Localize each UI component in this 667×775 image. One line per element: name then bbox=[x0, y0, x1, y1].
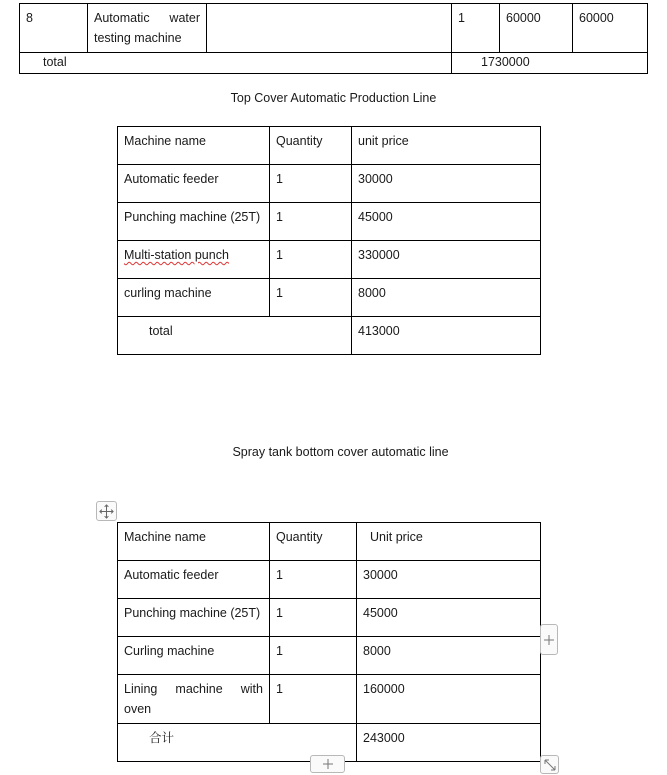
table-row bbox=[118, 165, 541, 203]
table-row bbox=[118, 675, 541, 724]
equipment-summary-table bbox=[19, 3, 648, 74]
quantity-cell[interactable]: 1 bbox=[270, 203, 352, 241]
machine-name-line: testing machine bbox=[94, 31, 182, 45]
machine-name-cell[interactable] bbox=[88, 4, 207, 53]
misspelled-text: Multi-station punch bbox=[124, 248, 229, 262]
table-caption: Spray tank bottom cover automatic line bbox=[232, 445, 449, 459]
machine-name-cell[interactable]: Punching machine (25T) bbox=[118, 203, 270, 241]
machine-name-cell[interactable] bbox=[118, 241, 270, 279]
quantity-cell[interactable]: 1 bbox=[270, 637, 357, 675]
unit-price-cell[interactable]: 45000 bbox=[352, 203, 541, 241]
quantity-cell[interactable]: 1 bbox=[270, 599, 357, 637]
machine-name-cell[interactable]: Curling machine bbox=[118, 637, 270, 675]
quantity-cell[interactable]: 1 bbox=[270, 561, 357, 599]
machine-name-line: Automatic water bbox=[94, 11, 200, 25]
add-row-button[interactable] bbox=[310, 755, 345, 773]
unit-price-cell[interactable]: 8000 bbox=[357, 637, 541, 675]
machine-name-line: oven bbox=[124, 702, 152, 716]
plus-icon bbox=[544, 635, 554, 645]
table-row bbox=[118, 637, 541, 675]
quantity-cell[interactable]: 1 bbox=[270, 165, 352, 203]
machine-name-cell[interactable]: Automatic feeder bbox=[118, 561, 270, 599]
header-machine-name[interactable]: Machine name bbox=[118, 127, 270, 165]
unit-price-cell[interactable]: 30000 bbox=[357, 561, 541, 599]
quantity-cell[interactable]: 1 bbox=[270, 279, 352, 317]
total-label-cell[interactable]: 合计 bbox=[118, 724, 357, 762]
move-icon bbox=[99, 504, 114, 519]
table-header-row bbox=[118, 127, 541, 165]
total-value-cell[interactable]: 243000 bbox=[357, 724, 541, 762]
table-header-row bbox=[118, 523, 541, 561]
machine-name-cell[interactable]: Automatic feeder bbox=[118, 165, 270, 203]
total-row bbox=[20, 53, 648, 74]
unit-price-cell[interactable]: 330000 bbox=[352, 241, 541, 279]
machine-name-line: Lining machine with bbox=[124, 682, 263, 696]
header-unit-price[interactable]: Unit price bbox=[357, 523, 541, 561]
machine-name-cell[interactable]: Punching machine (25T) bbox=[118, 599, 270, 637]
spray-tank-line-table bbox=[117, 522, 541, 762]
table-resize-handle[interactable] bbox=[540, 755, 559, 774]
row-number-cell[interactable]: 8 bbox=[20, 4, 88, 53]
header-quantity[interactable]: Quantity bbox=[270, 127, 352, 165]
plus-icon bbox=[323, 759, 333, 769]
table-row bbox=[20, 4, 648, 53]
total-label-cell[interactable]: total bbox=[20, 53, 452, 74]
total-label-cell[interactable]: total bbox=[118, 317, 352, 355]
quantity-cell[interactable]: 1 bbox=[270, 241, 352, 279]
total-value-cell[interactable]: 1730000 bbox=[452, 53, 648, 74]
total-value-cell[interactable]: 413000 bbox=[352, 317, 541, 355]
table-caption: Top Cover Automatic Production Line bbox=[230, 91, 437, 105]
table-row bbox=[118, 599, 541, 637]
header-quantity[interactable]: Quantity bbox=[270, 523, 357, 561]
machine-name-cell[interactable] bbox=[118, 675, 270, 724]
amount-cell[interactable]: 60000 bbox=[573, 4, 648, 53]
table-row bbox=[118, 561, 541, 599]
quantity-cell[interactable]: 1 bbox=[270, 675, 357, 724]
table-row bbox=[118, 279, 541, 317]
table-move-handle[interactable] bbox=[96, 501, 117, 521]
unit-price-cell[interactable]: 45000 bbox=[357, 599, 541, 637]
unit-price-cell[interactable]: 60000 bbox=[500, 4, 573, 53]
unit-price-cell[interactable]: 8000 bbox=[352, 279, 541, 317]
total-row bbox=[118, 317, 541, 355]
top-cover-line-table bbox=[117, 126, 541, 355]
quantity-cell[interactable]: 1 bbox=[452, 4, 500, 53]
table-row bbox=[118, 241, 541, 279]
header-machine-name[interactable]: Machine name bbox=[118, 523, 270, 561]
empty-cell[interactable] bbox=[207, 4, 452, 53]
unit-price-cell[interactable]: 30000 bbox=[352, 165, 541, 203]
machine-name-cell[interactable]: curling machine bbox=[118, 279, 270, 317]
add-column-button[interactable] bbox=[540, 624, 558, 655]
table-row bbox=[118, 203, 541, 241]
header-unit-price[interactable]: unit price bbox=[352, 127, 541, 165]
resize-diagonal-icon bbox=[544, 759, 556, 771]
unit-price-cell[interactable]: 160000 bbox=[357, 675, 541, 724]
